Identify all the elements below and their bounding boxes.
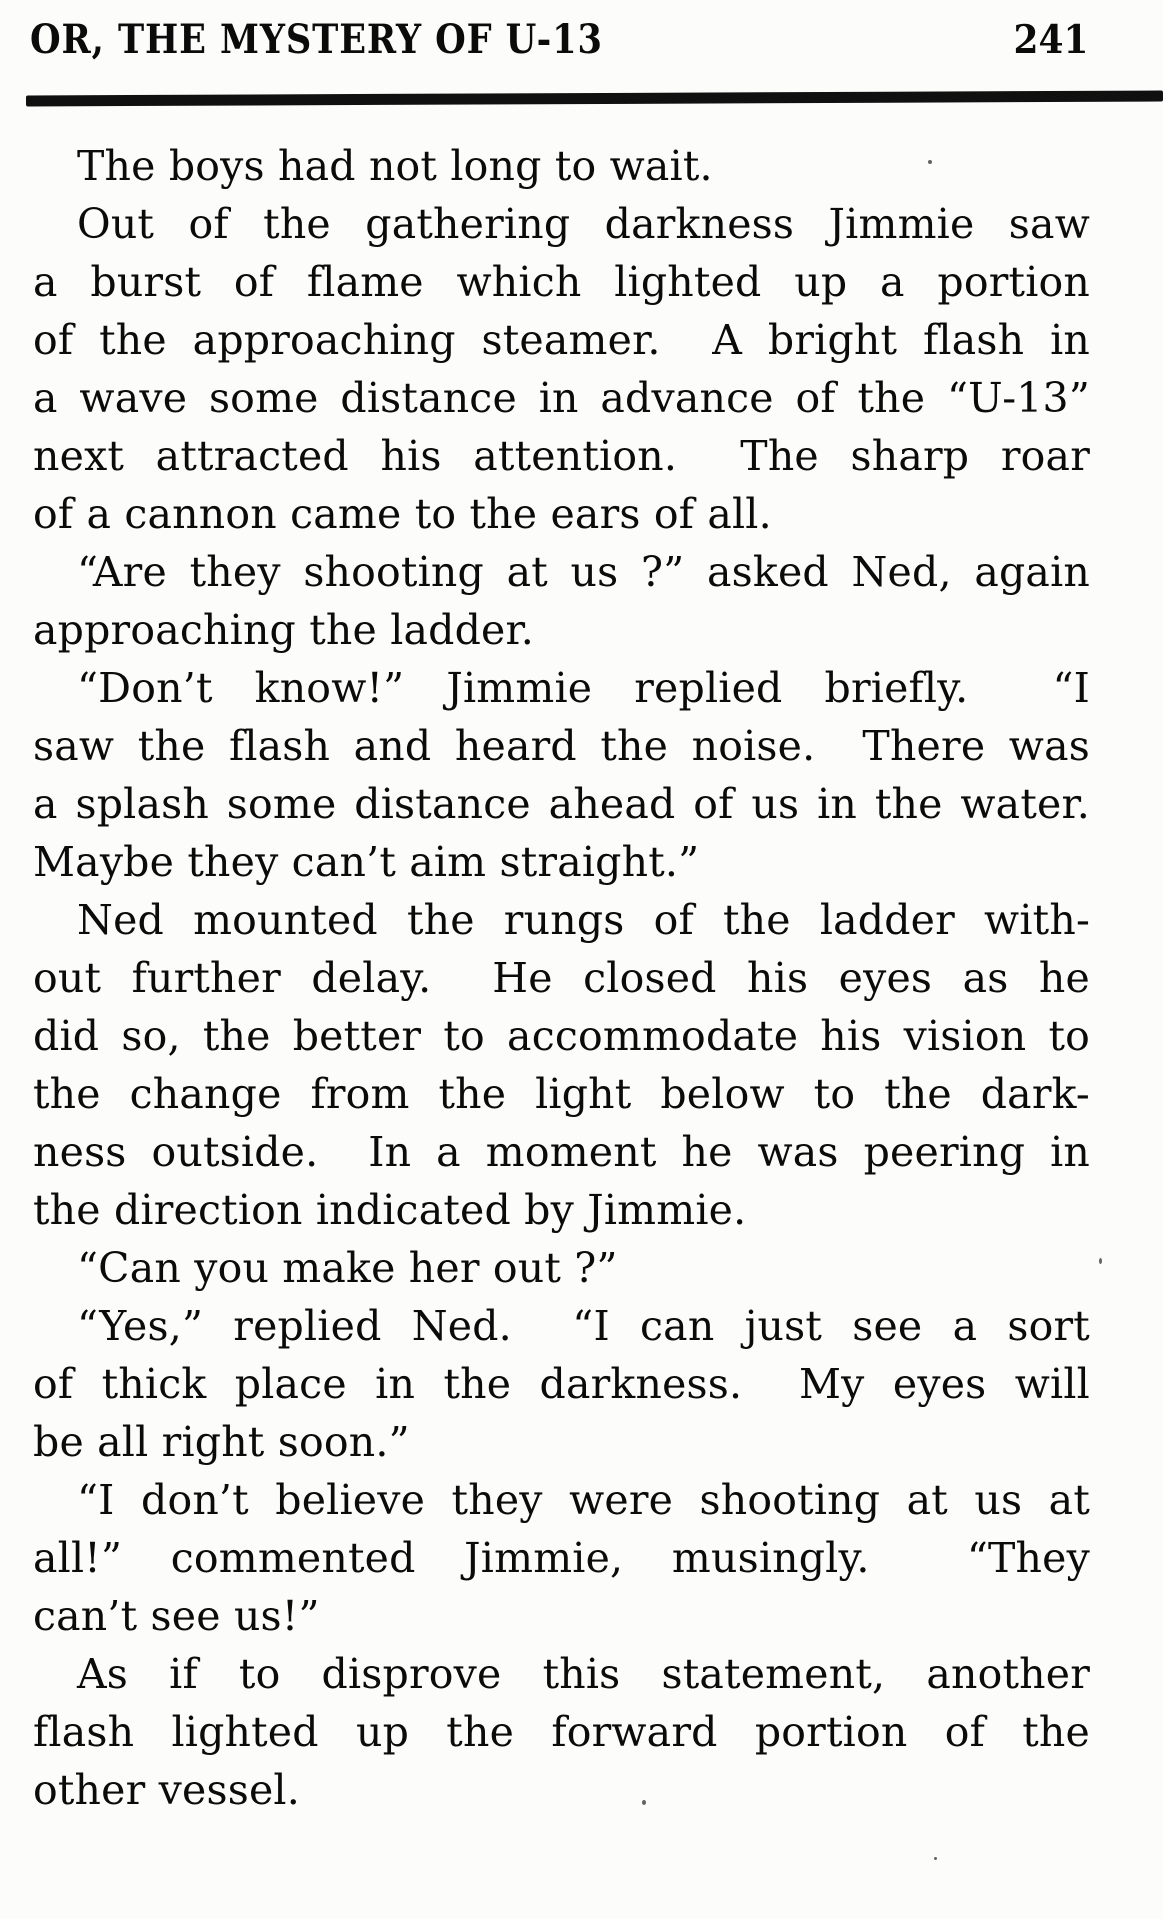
text-line: ness outside. In a moment he was peering in [33, 1128, 1090, 1176]
page-body [33, 137, 1090, 1819]
text-line: Out of the gathering darkness Jimmie saw [77, 200, 1090, 248]
text-line: can’t see us!” [33, 1592, 320, 1640]
paragraph [33, 1471, 1090, 1645]
text-line: be all right soon.” [33, 1418, 410, 1466]
scan-speck [928, 160, 932, 164]
paragraph [33, 891, 1090, 1239]
text-line: other vessel. [33, 1766, 300, 1814]
text-line: approaching the ladder. [33, 606, 535, 654]
running-title: OR, THE MYSTERY OF U-13 [30, 16, 603, 63]
text-line: a burst of flame which lighted up a portion [33, 258, 1090, 306]
text-line: Maybe they can’t aim straight.” [33, 838, 700, 886]
page-number: 241 [1013, 17, 1088, 63]
text-line: saw the flash and heard the noise. There was [33, 722, 1090, 770]
text-line: “Don’t know!” Jimmie replied briefly. “I [77, 664, 1090, 712]
text-line: flash lighted up the forward portion of the [33, 1708, 1090, 1756]
paragraph [33, 659, 1090, 891]
paragraph [33, 137, 1090, 195]
header-rule [26, 91, 1163, 107]
paragraph [33, 1645, 1090, 1819]
paragraph [33, 1297, 1090, 1471]
text-line: Ned mounted the rungs of the ladder with- [77, 896, 1090, 944]
text-line: a splash some distance ahead of us in the water. [33, 780, 1090, 828]
text-line: the change from the light below to the dark- [33, 1070, 1090, 1118]
scan-speck [642, 1800, 646, 1805]
paragraph [33, 1239, 1090, 1297]
text-line: out further delay. He closed his eyes as he [33, 954, 1090, 1002]
text-line: next attracted his attention. The sharp roar [33, 432, 1090, 480]
text-line: of a cannon came to the ears of all. [33, 490, 772, 538]
text-line: “Can you make her out ?” [77, 1244, 618, 1292]
paragraph [33, 195, 1090, 543]
text-line: the direction indicated by Jimmie. [33, 1186, 747, 1234]
text-line: “I don’t believe they were shooting at us at [77, 1476, 1090, 1524]
text-line: “Yes,” replied Ned. “I can just see a sort [77, 1302, 1090, 1350]
scan-speck [934, 1857, 937, 1860]
running-head [30, 16, 1088, 63]
text-line: The boys had not long to wait. [77, 142, 713, 190]
text-line: As if to disprove this statement, another [77, 1650, 1090, 1698]
scan-speck [1099, 1258, 1102, 1264]
text-line: all!” commented Jimmie, musingly. “They [33, 1534, 1090, 1582]
text-line: a wave some distance in advance of the “U-13” [33, 374, 1090, 422]
text-line: of thick place in the darkness. My eyes will [33, 1360, 1090, 1408]
paragraph [33, 543, 1090, 659]
text-line: of the approaching steamer. A bright flash in [33, 316, 1090, 364]
text-line: “Are they shooting at us ?” asked Ned, again [77, 548, 1090, 596]
text-line: did so, the better to accommodate his vision to [33, 1012, 1090, 1060]
